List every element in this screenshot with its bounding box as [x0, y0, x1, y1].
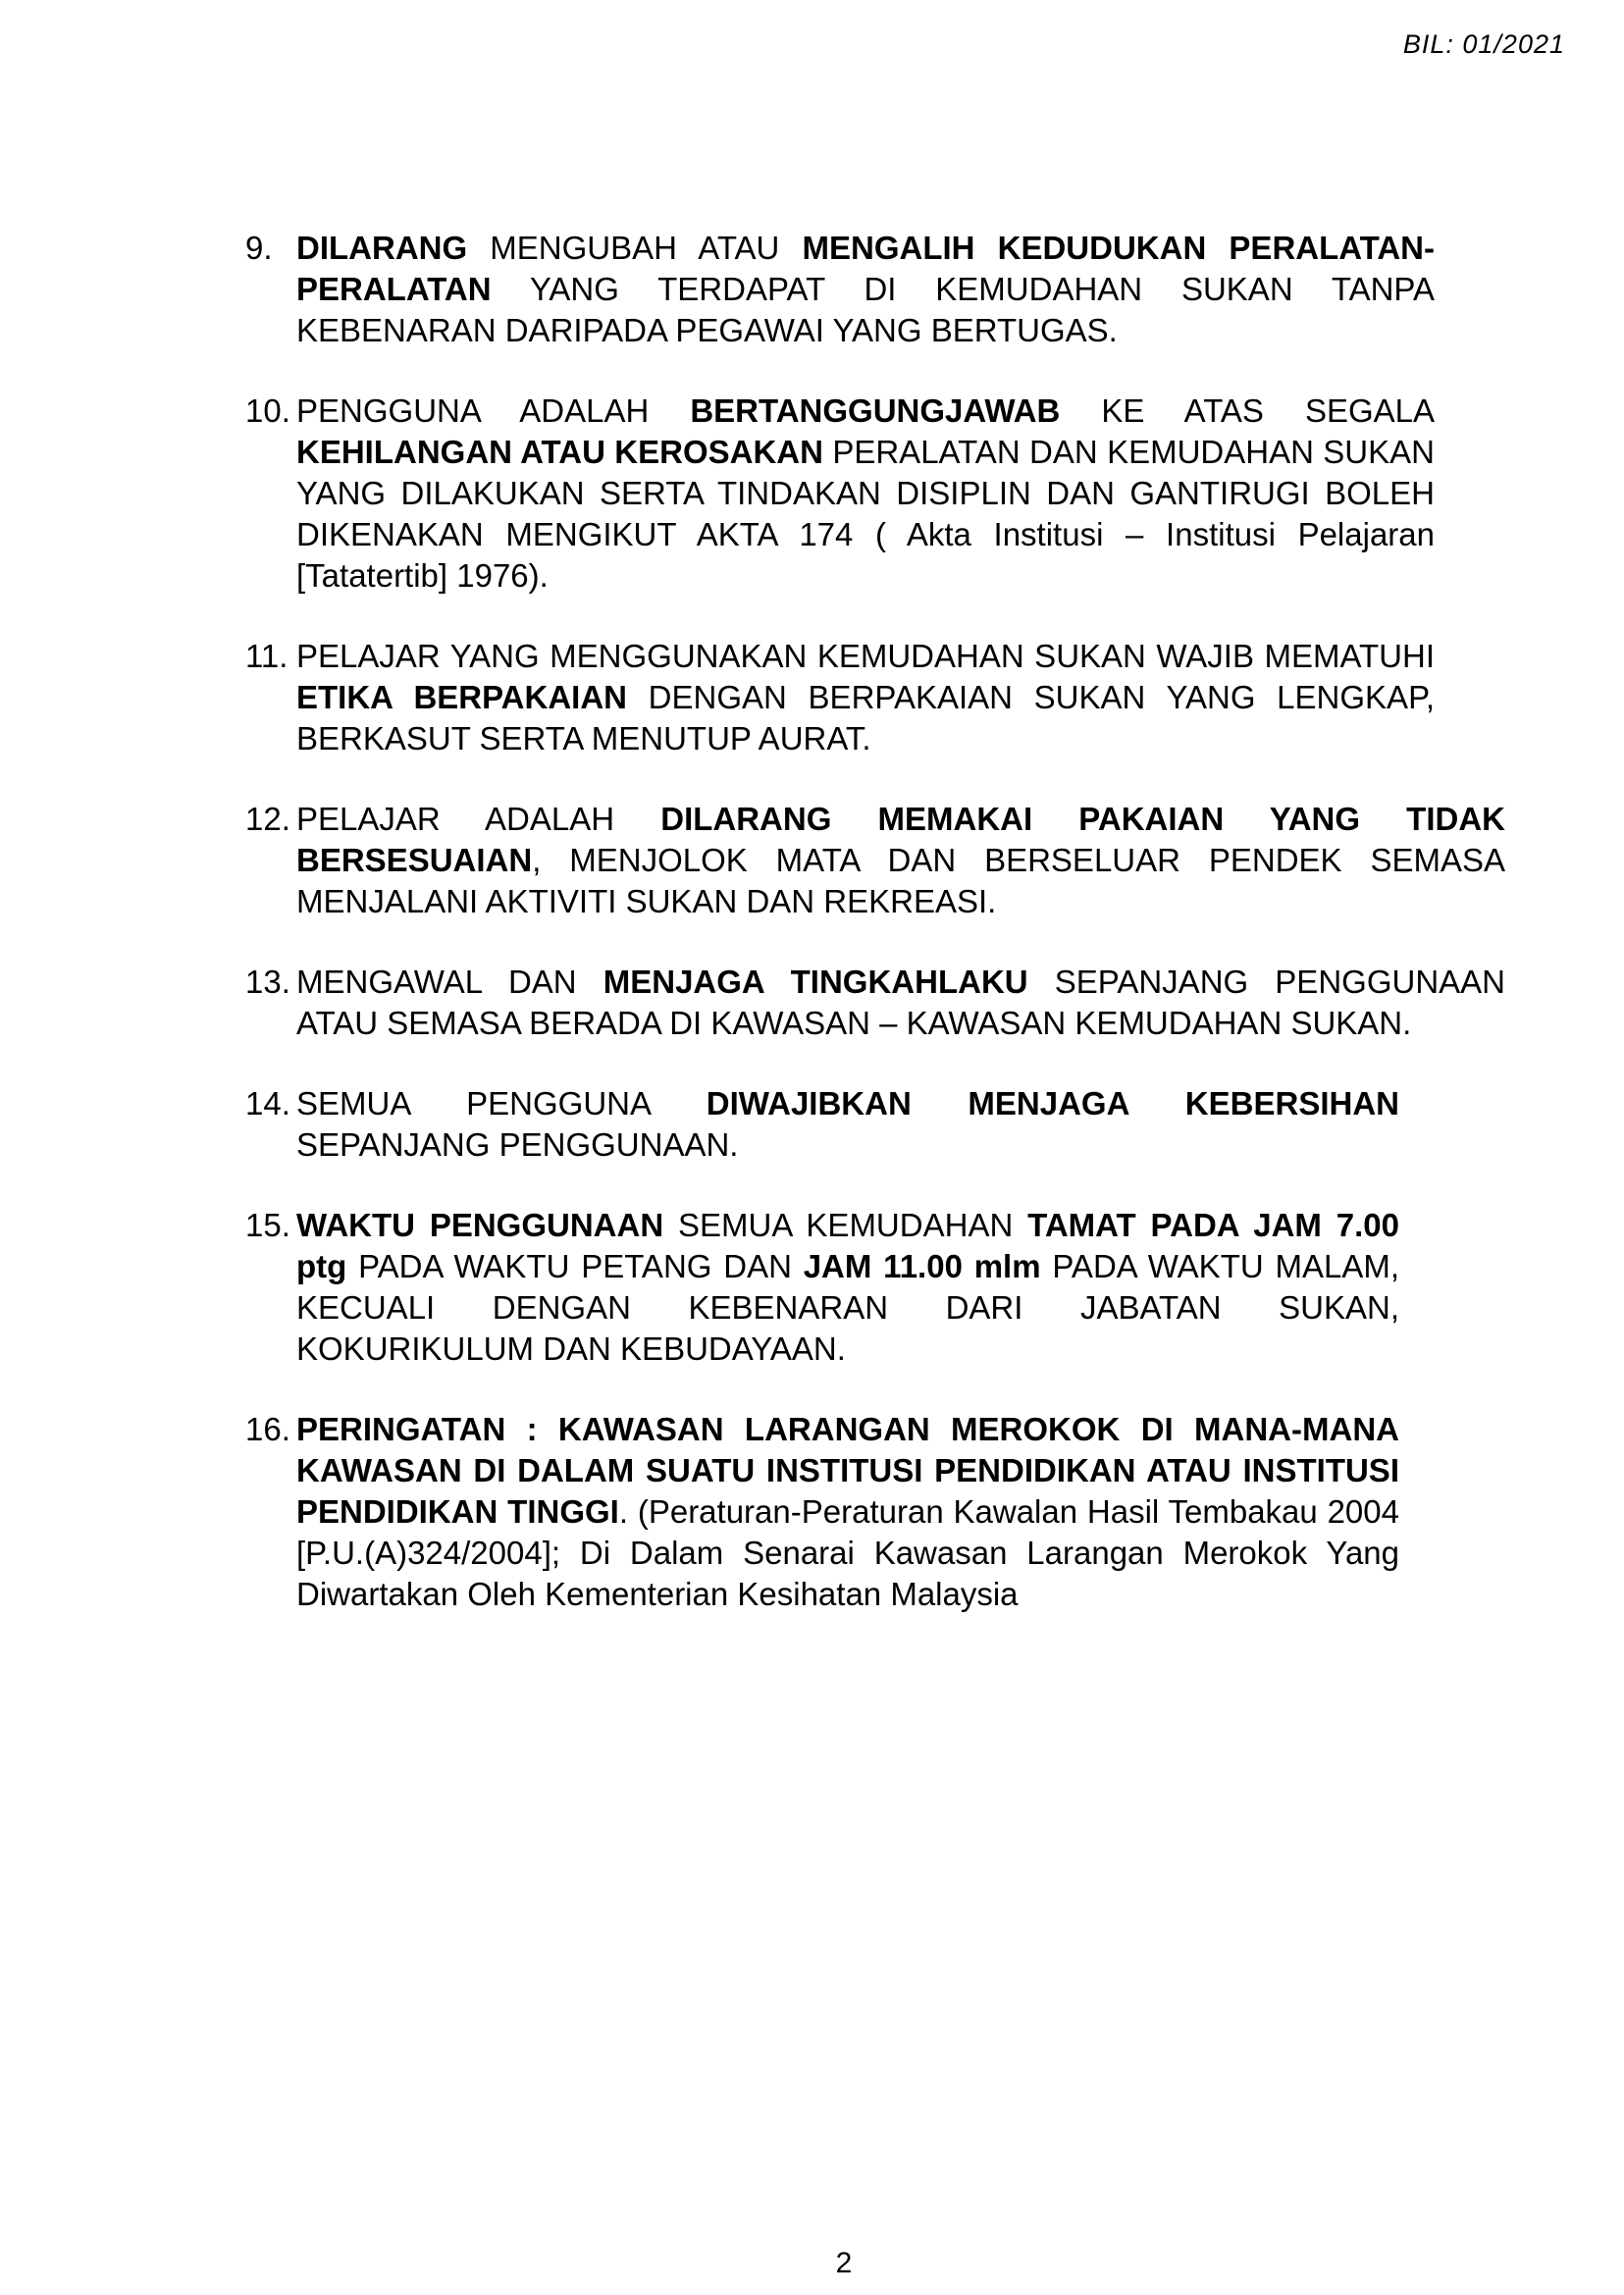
rule-number: 15. — [245, 1207, 290, 1243]
rule-number: 12. — [245, 801, 290, 837]
rule-text — [296, 964, 1505, 1041]
rule-text-normal: PERALATAN DAN KEMUDAHAN SUKAN YANG DILAKUKAN SERTA TINDAKAN DISIPLIN DAN GANTIRUGI BOLEH DIKENAKAN MENGIKUT AKTA 174 ( Akta Institusi – Institusi Pelajaran [Tatatertib] 1976). — [296, 434, 1435, 594]
rule-item-16 — [245, 1409, 1399, 1615]
rule-text-bold: BERTANGGUNGJAWAB — [690, 392, 1061, 429]
rule-number: 9. — [245, 230, 273, 266]
rule-item-11 — [245, 636, 1435, 759]
rule-number: 10. — [245, 392, 290, 429]
rule-item-12 — [245, 799, 1505, 922]
rule-text-bold: DILARANG — [296, 230, 468, 266]
rule-text-normal: SEMUA PENGGUNA — [296, 1085, 707, 1121]
rule-text-bold: KEHILANGAN ATAU KEROSAKAN — [296, 434, 823, 470]
rule-text-bold: WAKTU PENGGUNAAN — [296, 1207, 664, 1243]
rule-text-normal: . (Peraturan-Peraturan Kawalan Hasil Tembakau 2004 [P.U.(A)324/2004]; Di Dalam Senarai Kawasan Larangan Merokok Yang Diwartakan Oleh Kementerian Kesihatan Malaysia — [296, 1493, 1399, 1612]
rule-text-normal: DENGAN BERPAKAIAN SUKAN YANG LENGKAP, BERKASUT SERTA MENUTUP AURAT. — [296, 679, 1435, 756]
rule-item-10 — [245, 391, 1435, 597]
rule-text-normal: SEPANJANG PENGGUNAAN. — [296, 1126, 739, 1163]
rule-text-normal: SEPANJANG PENGGUNAAN ATAU SEMASA BERADA DI KAWASAN – KAWASAN KEMUDAHAN SUKAN. — [296, 964, 1506, 1041]
rule-text-normal: , MENJOLOK MATA DAN BERSELUAR PENDEK SEMASA MENJALANI AKTIVITI SUKAN DAN REKREASI. — [296, 842, 1505, 919]
rule-number: 13. — [245, 964, 290, 1000]
rule-text-normal: PELAJAR ADALAH — [296, 801, 661, 837]
rule-text-bold: ETIKA BERPAKAIAN — [296, 679, 628, 715]
rule-text-normal: PELAJAR YANG MENGGUNAKAN KEMUDAHAN SUKAN WAJIB MEMATUHI — [296, 638, 1435, 674]
rule-item-13 — [245, 962, 1505, 1044]
rule-item-14 — [245, 1083, 1399, 1166]
rule-text-bold: DIWAJIBKAN MENJAGA KEBERSIHAN — [706, 1085, 1399, 1121]
rule-text — [296, 638, 1435, 756]
rule-text — [296, 1411, 1399, 1612]
rule-text-bold: PERINGATAN : KAWASAN LARANGAN MEROKOK DI MANA-MANA KAWASAN DI DALAM SUATU INSTITUSI PENDIDIKAN ATAU INSTITUSI PENDIDIKAN TINGGI — [296, 1411, 1399, 1530]
rule-text-bold: MENJAGA TINGKAHLAKU — [602, 964, 1028, 1000]
rule-item-15 — [245, 1205, 1399, 1370]
document-reference-number: BIL: 01/2021 — [1402, 29, 1565, 59]
rule-text-normal: PADA WAKTU MALAM, KECUALI DENGAN KEBENARAN DARI JABATAN SUKAN, KOKURIKULUM DAN KEBUDAYAAN. — [296, 1248, 1399, 1367]
page-number: 2 — [835, 2247, 853, 2279]
rules-list — [245, 228, 1506, 1654]
rule-text-normal: KE ATAS SEGALA — [1060, 392, 1436, 429]
rule-text — [296, 230, 1435, 348]
rule-text-normal: MENGAWAL DAN — [296, 964, 603, 1000]
rule-text-bold: MENGALIH KEDUDUKAN PERALATAN- PERALATAN — [296, 230, 1436, 307]
rule-text-bold: TAMAT PADA JAM 7.00 ptg — [296, 1207, 1399, 1284]
rule-text-normal: MENGUBAH ATAU — [467, 230, 803, 266]
rule-item-9 — [245, 228, 1435, 351]
rule-text-normal: PADA WAKTU PETANG DAN — [346, 1248, 804, 1284]
rule-text-normal: PENGGUNA ADALAH — [296, 392, 691, 429]
rule-number: 11. — [245, 638, 288, 674]
rule-text — [296, 392, 1435, 594]
rule-text — [296, 801, 1505, 919]
rule-text-bold: JAM 11.00 mlm — [803, 1248, 1041, 1284]
rule-number: 14. — [245, 1085, 290, 1121]
rule-text-bold: DILARANG MEMAKAI PAKAIAN YANG TIDAK BERSESUAIAN — [296, 801, 1506, 878]
rule-text-normal: SEMUA KEMUDAHAN — [663, 1207, 1028, 1243]
rule-text-normal: YANG TERDAPAT DI KEMUDAHAN SUKAN TANPA KEBENARAN DARIPADA PEGAWAI YANG BERTUGAS. — [296, 271, 1435, 348]
rule-text — [296, 1085, 1399, 1163]
rule-number: 16. — [245, 1411, 290, 1447]
rule-text — [296, 1207, 1399, 1367]
